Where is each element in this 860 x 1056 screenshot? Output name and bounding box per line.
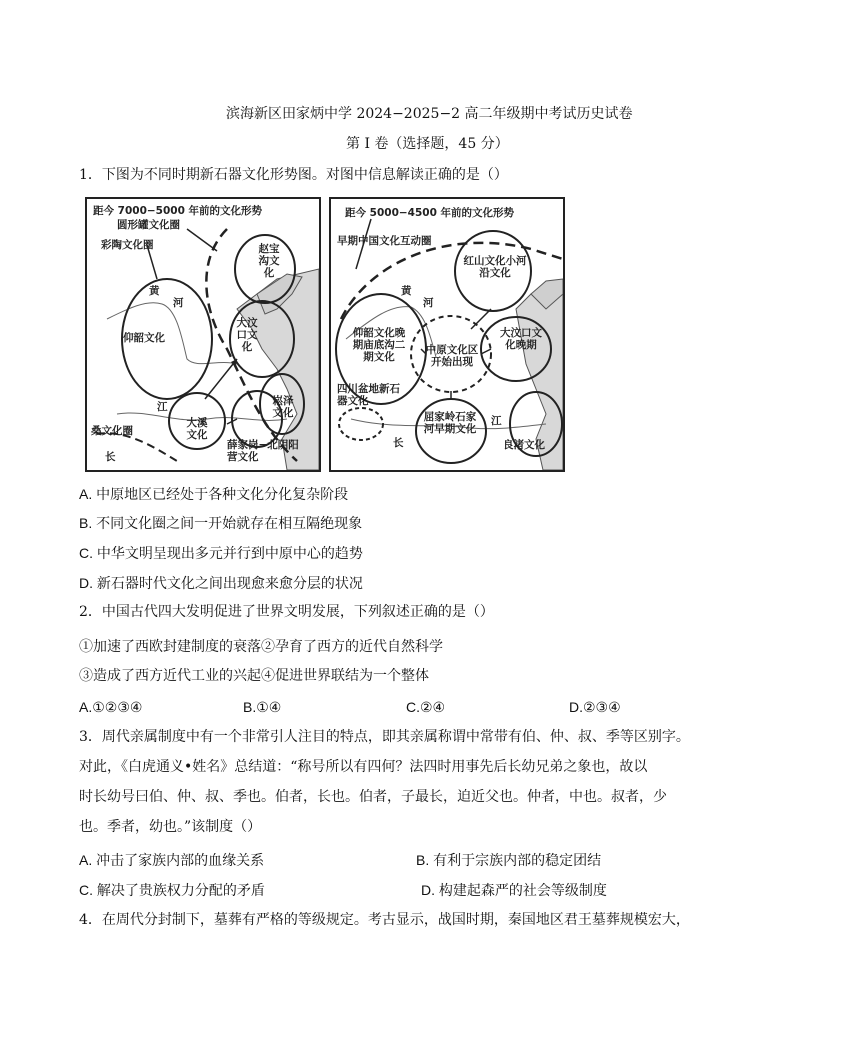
map-left-label-dawenkou: 大汶口文化 — [236, 317, 258, 353]
map-left-title: 距今 7000−5000 年前的文化形势 — [93, 205, 263, 217]
map-right-label-dawenkou-late: 大汶口文化晚期 — [500, 327, 542, 351]
map-left-label-huang: 黄 — [149, 285, 160, 297]
map-left-label-jiang: 江 — [157, 401, 168, 413]
q1-option-d: D. 新石器时代文化之间出现愈来愈分层的状况 — [79, 575, 363, 591]
map-right-label-hongshan: 红山文化小河沿文化 — [463, 255, 527, 279]
map-left-label-songze: 崧泽文化 — [272, 395, 294, 419]
question-3-line-4: 也。季者，幼也。”该制度（） — [79, 819, 262, 835]
map-left-label-sangwen: 桑文化圈 — [91, 425, 133, 437]
map-right-label-qujialing: 屈家岭石家河早期文化 — [423, 411, 477, 435]
q3-option-b: B. 有利于宗族内部的稳定团结 — [416, 852, 602, 868]
map-left-7000-5000 — [85, 197, 321, 472]
q2-option-d: D.②③④ — [569, 699, 621, 715]
q2-option-c: C.②④ — [406, 699, 446, 715]
map-left-legend-1: 圆形罐文化圈 — [117, 219, 180, 231]
q2-option-b: B.①④ — [243, 699, 282, 715]
question-3-line-1: 3．周代亲属制度中有一个非常引人注目的特点，即其亲属称谓中常带有伯、仲、叔、季等区别字。 — [79, 729, 690, 745]
q3-option-d: D. 构建起森严的社会等级制度 — [421, 882, 607, 898]
map-right-label-zhongyuan: 中原文化区开始出现 — [425, 344, 479, 368]
question-2-stem: 2．中国古代四大发明促进了世界文明发展，下列叙述正确的是（） — [79, 604, 494, 620]
map-left-legend-2: 彩陶文化圈 — [101, 239, 154, 251]
q1-option-c: C. 中华文明呈现出多元并行到中原中心的趋势 — [79, 545, 363, 561]
map-right-label-huang: 黄 — [401, 285, 412, 297]
q2-statement-line-1: ①加速了西欧封建制度的衰落②孕育了西方的近代自然科学 — [79, 639, 443, 655]
map-right-label-he: 河 — [423, 297, 434, 309]
section-heading: 第 I 卷（选择题，45 分） — [346, 136, 509, 152]
map-left-label-he: 河 — [173, 297, 184, 309]
map-left-label-yangshao: 仰韶文化 — [123, 332, 165, 344]
q2-option-a: A.①②③④ — [79, 699, 143, 715]
map-left-label-chang: 长 — [105, 451, 116, 463]
map-right-label-yangshao-late: 仰韶文化晚期庙底沟二期文化 — [352, 327, 406, 363]
map-right-label-sichuan: 四川盆地新石器文化 — [337, 383, 400, 407]
map-right-label-chang: 长 — [393, 437, 404, 449]
map-right-label-jiang: 江 — [491, 415, 502, 427]
map-left-label-xuejiagang: 薛家岗−北阴阳营文化 — [227, 439, 299, 463]
question-4-stem: 4．在周代分封制下，墓葬有严格的等级规定。考古显示，战国时期，秦国地区君王墓葬规模宏大， — [79, 912, 690, 928]
map-right-legend-1: 早期中国文化互动圈 — [337, 235, 432, 247]
q1-option-b: B. 不同文化圈之间一开始就存在相互隔绝现象 — [79, 515, 363, 531]
exam-title: 滨海新区田家炳中学 2024−2025−2 高二年级期中考试历史试卷 — [226, 106, 633, 122]
question-3-line-3: 时长幼号曰伯、仲、叔、季也。伯者，长也。伯者，子最长，迫近父也。仲者，中也。叔者，少 — [79, 789, 667, 805]
q2-statement-line-2: ③造成了西方近代工业的兴起④促进世界联结为一个整体 — [79, 668, 429, 684]
q1-option-a: A. 中原地区已经处于各种文化分化复杂阶段 — [79, 486, 349, 502]
q3-option-a: A. 冲击了家族内部的血缘关系 — [79, 852, 265, 868]
question-3-line-2: 对此，《白虎通义•姓名》总结道：“称号所以有四何？法四时用事先后长幼兄弟之象也，故以 — [79, 759, 648, 775]
map-left-label-daxi: 大溪文化 — [186, 417, 208, 441]
map-left-label-zhaobaogou: 赵宝沟文化 — [258, 243, 280, 279]
map-right-label-liangzhu: 良渚文化 — [503, 439, 545, 451]
map-right-5000-4500 — [329, 197, 565, 472]
question-1-stem: 1．下图为不同时期新石器文化形势图。对图中信息解读正确的是（） — [79, 167, 508, 183]
map-right-title: 距今 5000−4500 年前的文化形势 — [345, 207, 515, 219]
q3-option-c: C. 解决了贵族权力分配的矛盾 — [79, 882, 265, 898]
